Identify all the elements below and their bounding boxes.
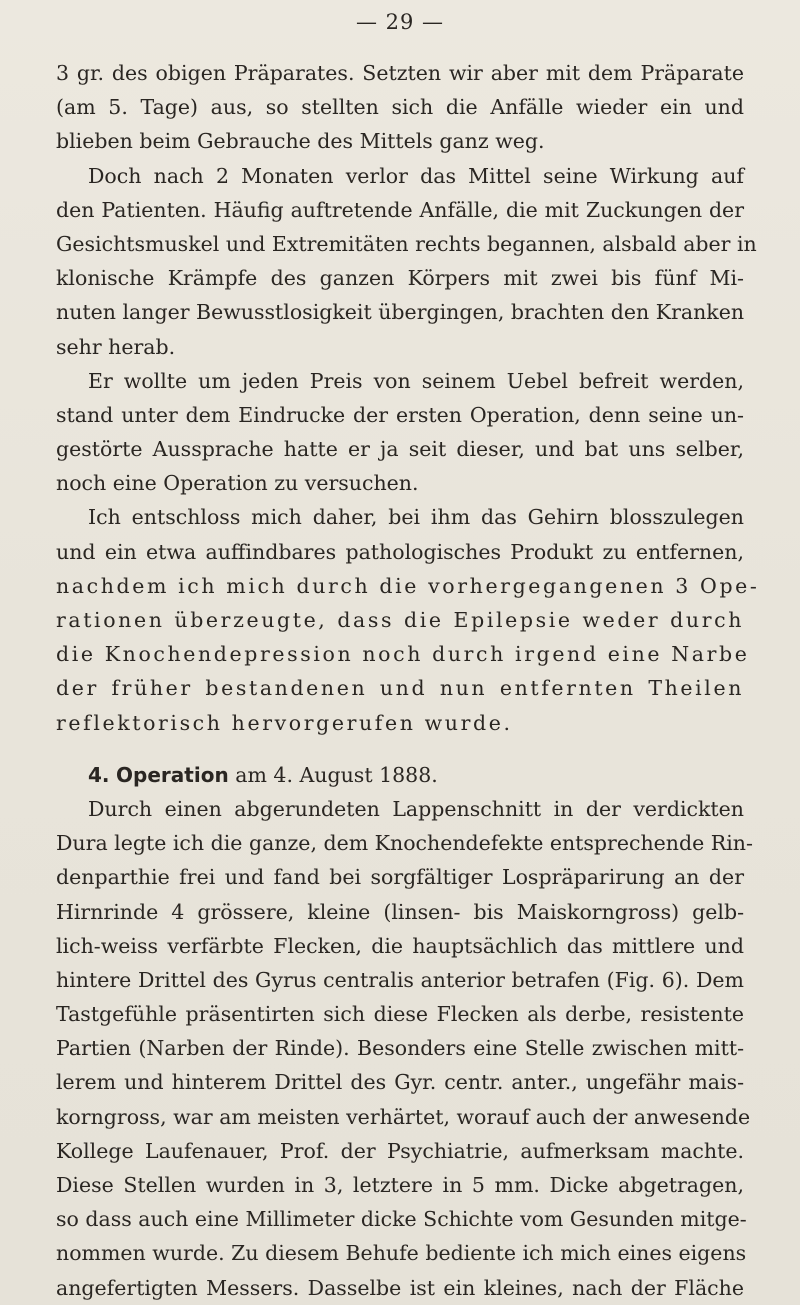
text-line: den Patienten. Häufig auftretende Anfälle, die mit Zuckungen der <box>56 197 744 222</box>
text-line: Doch nach 2 Monaten verlor das Mittel seine Wirkung auf <box>88 163 744 188</box>
text-line: Kollege Laufenauer, Prof. der Psychiatrie, aufmerksam machte. <box>56 1138 744 1163</box>
text-line: Er wollte um jeden Preis von seinem Uebel befreit werden, <box>88 368 744 393</box>
text-line: Ich entschloss mich daher, bei ihm das Gehirn blosszulegen <box>88 505 744 530</box>
text-line: und ein etwa auffindbares pathologisches Produkt zu entfernen, <box>56 539 744 564</box>
text-line: stand unter dem Eindrucke der ersten Operation, denn seine un- <box>56 402 744 427</box>
section-date: am 4. August 1888. <box>235 762 438 787</box>
text-line: lich-weiss verfärbte Flecken, die hauptsächlich das mittlere und <box>56 933 744 958</box>
text-line: lerem und hinterem Drittel des Gyr. centr. anter., ungefähr mais- <box>56 1070 744 1095</box>
section-heading <box>56 758 744 792</box>
text-line: gestörte Aussprache hatte er ja seit dieser, und bat uns selber, <box>56 437 744 462</box>
text-line: Tastgefühle präsentirten sich diese Flecken als derbe, resistente <box>56 1002 744 1027</box>
text-line: so dass auch eine Millimeter dicke Schichte vom Gesunden mitge- <box>56 1207 747 1232</box>
text-line: angefertigten Messers. Dasselbe ist ein kleines, nach der Fläche <box>56 1275 744 1300</box>
text-line: rationen überzeugte, dass die Epilepsie weder durch <box>56 608 744 632</box>
section-title-word: Operation <box>116 762 229 787</box>
text-line: hintere Drittel des Gyrus centralis anterior betrafen (Fig. 6). Dem <box>56 967 744 992</box>
text-line: nachdem ich mich durch die vorhergegangenen 3 Ope- <box>56 573 760 598</box>
text-line: 3 gr. des obigen Präparates. Setzten wir aber mit dem Präparate <box>56 61 744 85</box>
text-line: Diese Stellen wurden in 3, letztere in 5 mm. Dicke abgetragen, <box>56 1173 744 1197</box>
text-line: nuten langer Bewusstlosigkeit übergingen, brachten den Kranken <box>56 300 745 325</box>
text-line: Hirnrinde 4 grössere, kleine (linsen- bis Maiskorngross) gelb- <box>56 899 744 924</box>
text-line: denparthie frei und fand bei sorgfältiger Lospräparirung an der <box>56 865 744 890</box>
text-line: sehr herab. <box>56 334 176 359</box>
text-line: die Knochendepression noch durch irgend eine Narbe <box>56 642 750 667</box>
text-line: korngross, war am meisten verhärtet, worauf auch der anwesende <box>56 1104 751 1129</box>
body-text <box>56 56 760 1305</box>
page-number: — 29 — <box>355 10 445 34</box>
text-line: (am 5. Tage) aus, so stellten sich die Anfälle wieder ein und <box>56 95 744 120</box>
text-line: der früher bestandenen und nun entfernten Theilen <box>56 676 744 701</box>
text-line: Partien (Narben der Rinde). Besonders eine Stelle zwischen mitt- <box>56 1036 744 1061</box>
text-line: nommen wurde. Zu diesem Behufe bediente ich mich eines eigens <box>56 1241 747 1266</box>
text-line: blieben beim Gebrauche des Mittels ganz weg. <box>56 129 545 154</box>
text-line: reflektorisch hervorgerufen wurde. <box>56 710 513 735</box>
text-line: Gesichtsmuskel und Extremitäten rechts begannen, alsbald aber in <box>56 231 757 256</box>
text-line: Durch einen abgerundeten Lappenschnitt in der verdickten <box>88 796 744 821</box>
text-line: klonische Krämpfe des ganzen Körpers mit zwei bis fünf Mi- <box>56 266 744 291</box>
text-line: noch eine Operation zu versuchen. <box>56 471 419 496</box>
section-number: 4. <box>88 762 110 787</box>
text-line: Dura legte ich die ganze, dem Knochendefekte entsprechende Rin- <box>56 831 753 856</box>
